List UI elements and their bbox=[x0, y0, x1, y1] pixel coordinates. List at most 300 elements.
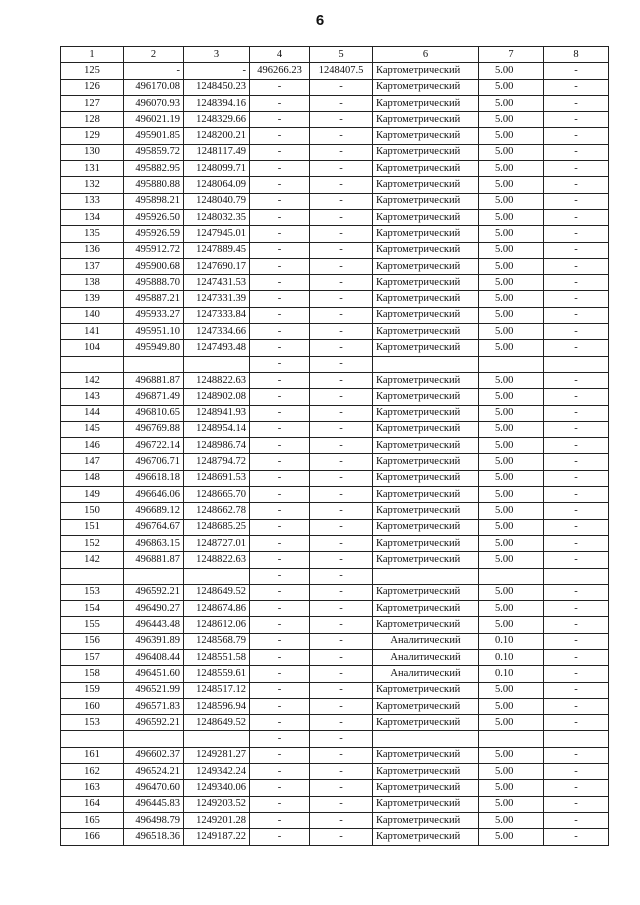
note-cell: - bbox=[544, 584, 609, 600]
table-row bbox=[61, 275, 609, 291]
x-coordinate-prev-cell: - bbox=[250, 258, 310, 274]
method-cell: Картометрический bbox=[373, 405, 479, 421]
point-number-cell: 134 bbox=[61, 209, 124, 225]
note-cell: - bbox=[544, 780, 609, 796]
method-cell: Картометрический bbox=[373, 682, 479, 698]
accuracy-cell bbox=[479, 568, 544, 584]
x-coordinate-prev-cell: - bbox=[250, 470, 310, 486]
y-coordinate-cell: 1248450.23 bbox=[184, 79, 250, 95]
point-number-cell bbox=[61, 568, 124, 584]
x-coordinate-prev-cell: - bbox=[250, 715, 310, 731]
y-coordinate-cell: 1247690.17 bbox=[184, 258, 250, 274]
y-coordinate-prev-cell: - bbox=[310, 568, 373, 584]
point-number-cell: 157 bbox=[61, 649, 124, 665]
x-coordinate-prev-cell: - bbox=[250, 812, 310, 828]
point-number-cell: 145 bbox=[61, 421, 124, 437]
y-coordinate-cell: 1248691.53 bbox=[184, 470, 250, 486]
table-row bbox=[61, 682, 609, 698]
table-row bbox=[61, 829, 609, 845]
x-coordinate-cell: 495933.27 bbox=[124, 307, 184, 323]
note-cell: - bbox=[544, 764, 609, 780]
y-coordinate-prev-cell: - bbox=[310, 356, 373, 372]
note-cell bbox=[544, 731, 609, 747]
y-coordinate-cell: 1248394.16 bbox=[184, 95, 250, 111]
y-coordinate-prev-cell: - bbox=[310, 421, 373, 437]
note-cell: - bbox=[544, 812, 609, 828]
y-coordinate-cell: 1248200.21 bbox=[184, 128, 250, 144]
table-row bbox=[61, 747, 609, 763]
method-cell: Картометрический bbox=[373, 584, 479, 600]
x-coordinate-prev-cell: - bbox=[250, 601, 310, 617]
x-coordinate-prev-cell: - bbox=[250, 682, 310, 698]
y-coordinate-cell: 1248612.06 bbox=[184, 617, 250, 633]
x-coordinate-cell: 496443.48 bbox=[124, 617, 184, 633]
accuracy-cell: 5.00 bbox=[479, 535, 544, 551]
note-cell: - bbox=[544, 601, 609, 617]
accuracy-cell: 5.00 bbox=[479, 209, 544, 225]
x-coordinate-cell: 495926.50 bbox=[124, 209, 184, 225]
point-number-cell: 162 bbox=[61, 764, 124, 780]
method-cell: Картометрический bbox=[373, 698, 479, 714]
y-coordinate-prev-cell: - bbox=[310, 177, 373, 193]
y-coordinate-cell: 1248662.78 bbox=[184, 503, 250, 519]
accuracy-cell: 5.00 bbox=[479, 552, 544, 568]
point-number-cell: 159 bbox=[61, 682, 124, 698]
header-cell: 4 bbox=[250, 47, 310, 63]
x-coordinate-cell: 496706.71 bbox=[124, 454, 184, 470]
accuracy-cell: 0.10 bbox=[479, 633, 544, 649]
note-cell: - bbox=[544, 275, 609, 291]
point-number-cell bbox=[61, 356, 124, 372]
note-cell: - bbox=[544, 470, 609, 486]
point-number-cell: 142 bbox=[61, 552, 124, 568]
method-cell: Картометрический bbox=[373, 487, 479, 503]
y-coordinate-cell: 1248649.52 bbox=[184, 715, 250, 731]
x-coordinate-cell: 495898.21 bbox=[124, 193, 184, 209]
note-cell: - bbox=[544, 682, 609, 698]
y-coordinate-prev-cell: - bbox=[310, 764, 373, 780]
x-coordinate-cell: 495859.72 bbox=[124, 144, 184, 160]
point-number-cell: 142 bbox=[61, 372, 124, 388]
y-coordinate-prev-cell: 1248407.5 bbox=[310, 63, 373, 79]
point-number-cell: 127 bbox=[61, 95, 124, 111]
x-coordinate-cell: 496451.60 bbox=[124, 666, 184, 682]
table-row bbox=[61, 715, 609, 731]
method-cell: Картометрический bbox=[373, 291, 479, 307]
x-coordinate-cell: 495880.88 bbox=[124, 177, 184, 193]
point-number-cell: 166 bbox=[61, 829, 124, 845]
accuracy-cell: 5.00 bbox=[479, 389, 544, 405]
note-cell: - bbox=[544, 79, 609, 95]
x-coordinate-prev-cell: - bbox=[250, 747, 310, 763]
y-coordinate-prev-cell: - bbox=[310, 95, 373, 111]
note-cell: - bbox=[544, 649, 609, 665]
accuracy-cell: 5.00 bbox=[479, 275, 544, 291]
note-cell: - bbox=[544, 617, 609, 633]
accuracy-cell: 5.00 bbox=[479, 421, 544, 437]
y-coordinate-prev-cell: - bbox=[310, 438, 373, 454]
note-cell: - bbox=[544, 454, 609, 470]
method-cell: Картометрический bbox=[373, 780, 479, 796]
y-coordinate-cell bbox=[184, 731, 250, 747]
y-coordinate-cell: 1248941.93 bbox=[184, 405, 250, 421]
y-coordinate-prev-cell: - bbox=[310, 307, 373, 323]
table-row bbox=[61, 389, 609, 405]
x-coordinate-cell: 496070.93 bbox=[124, 95, 184, 111]
method-cell: Аналитический bbox=[373, 633, 479, 649]
method-cell: Аналитический bbox=[373, 666, 479, 682]
method-cell: Картометрический bbox=[373, 95, 479, 111]
y-coordinate-prev-cell: - bbox=[310, 193, 373, 209]
accuracy-cell: 5.00 bbox=[479, 796, 544, 812]
y-coordinate-prev-cell: - bbox=[310, 666, 373, 682]
table-row bbox=[61, 63, 609, 79]
accuracy-cell: 5.00 bbox=[479, 193, 544, 209]
method-cell: Картометрический bbox=[373, 617, 479, 633]
point-number-cell: 143 bbox=[61, 389, 124, 405]
table-row bbox=[61, 666, 609, 682]
y-coordinate-prev-cell: - bbox=[310, 487, 373, 503]
x-coordinate-prev-cell: - bbox=[250, 405, 310, 421]
x-coordinate-prev-cell: - bbox=[250, 193, 310, 209]
point-number-cell: 130 bbox=[61, 144, 124, 160]
note-cell: - bbox=[544, 519, 609, 535]
accuracy-cell: 5.00 bbox=[479, 177, 544, 193]
y-coordinate-prev-cell: - bbox=[310, 389, 373, 405]
x-coordinate-prev-cell: - bbox=[250, 438, 310, 454]
x-coordinate-prev-cell: - bbox=[250, 242, 310, 258]
note-cell: - bbox=[544, 633, 609, 649]
point-number-cell: 165 bbox=[61, 812, 124, 828]
note-cell: - bbox=[544, 698, 609, 714]
method-cell: Картометрический bbox=[373, 552, 479, 568]
point-number-cell: 148 bbox=[61, 470, 124, 486]
point-number-cell: 135 bbox=[61, 226, 124, 242]
x-coordinate-cell: 496490.27 bbox=[124, 601, 184, 617]
x-coordinate-cell bbox=[124, 568, 184, 584]
x-coordinate-prev-cell: - bbox=[250, 454, 310, 470]
x-coordinate-prev-cell: - bbox=[250, 617, 310, 633]
point-number-cell: 139 bbox=[61, 291, 124, 307]
accuracy-cell: 5.00 bbox=[479, 307, 544, 323]
y-coordinate-prev-cell: - bbox=[310, 454, 373, 470]
x-coordinate-prev-cell: - bbox=[250, 291, 310, 307]
table-row bbox=[61, 812, 609, 828]
accuracy-cell: 5.00 bbox=[479, 438, 544, 454]
accuracy-cell: 5.00 bbox=[479, 226, 544, 242]
header-cell: 3 bbox=[184, 47, 250, 63]
y-coordinate-cell bbox=[184, 356, 250, 372]
y-coordinate-cell: 1247431.53 bbox=[184, 275, 250, 291]
accuracy-cell: 5.00 bbox=[479, 470, 544, 486]
table-row bbox=[61, 226, 609, 242]
y-coordinate-prev-cell: - bbox=[310, 682, 373, 698]
table-row bbox=[61, 633, 609, 649]
x-coordinate-prev-cell: - bbox=[250, 161, 310, 177]
method-cell: Картометрический bbox=[373, 193, 479, 209]
y-coordinate-prev-cell: - bbox=[310, 275, 373, 291]
accuracy-cell: 5.00 bbox=[479, 747, 544, 763]
x-coordinate-cell: 496689.12 bbox=[124, 503, 184, 519]
y-coordinate-prev-cell: - bbox=[310, 144, 373, 160]
accuracy-cell: 5.00 bbox=[479, 682, 544, 698]
point-number-cell: 125 bbox=[61, 63, 124, 79]
note-cell: - bbox=[544, 829, 609, 845]
x-coordinate-cell bbox=[124, 356, 184, 372]
method-cell: Картометрический bbox=[373, 421, 479, 437]
table-row bbox=[61, 617, 609, 633]
y-coordinate-prev-cell: - bbox=[310, 209, 373, 225]
y-coordinate-cell: 1248665.70 bbox=[184, 487, 250, 503]
y-coordinate-prev-cell: - bbox=[310, 112, 373, 128]
x-coordinate-prev-cell: - bbox=[250, 128, 310, 144]
note-cell: - bbox=[544, 128, 609, 144]
method-cell: Картометрический bbox=[373, 796, 479, 812]
y-coordinate-cell: 1249201.28 bbox=[184, 812, 250, 828]
x-coordinate-cell: 495900.68 bbox=[124, 258, 184, 274]
y-coordinate-cell: 1248551.58 bbox=[184, 649, 250, 665]
x-coordinate-cell: 496524.21 bbox=[124, 764, 184, 780]
note-cell: - bbox=[544, 487, 609, 503]
accuracy-cell: 5.00 bbox=[479, 698, 544, 714]
note-cell: - bbox=[544, 421, 609, 437]
table-row bbox=[61, 209, 609, 225]
y-coordinate-prev-cell: - bbox=[310, 503, 373, 519]
y-coordinate-prev-cell: - bbox=[310, 372, 373, 388]
method-cell: Картометрический bbox=[373, 372, 479, 388]
point-number-cell: 132 bbox=[61, 177, 124, 193]
point-number-cell: 146 bbox=[61, 438, 124, 454]
note-cell: - bbox=[544, 503, 609, 519]
method-cell: Картометрический bbox=[373, 715, 479, 731]
point-number-cell: 141 bbox=[61, 324, 124, 340]
point-number-cell bbox=[61, 731, 124, 747]
x-coordinate-prev-cell: - bbox=[250, 584, 310, 600]
accuracy-cell: 5.00 bbox=[479, 503, 544, 519]
x-coordinate-cell: 496769.88 bbox=[124, 421, 184, 437]
x-coordinate-prev-cell: - bbox=[250, 79, 310, 95]
point-number-cell: 133 bbox=[61, 193, 124, 209]
table-row bbox=[61, 112, 609, 128]
x-coordinate-cell: 495951.10 bbox=[124, 324, 184, 340]
x-coordinate-prev-cell: - bbox=[250, 666, 310, 682]
y-coordinate-prev-cell: - bbox=[310, 698, 373, 714]
table-row bbox=[61, 405, 609, 421]
point-number-cell: 158 bbox=[61, 666, 124, 682]
x-coordinate-prev-cell: - bbox=[250, 307, 310, 323]
y-coordinate-prev-cell: - bbox=[310, 470, 373, 486]
table-row bbox=[61, 487, 609, 503]
point-number-cell: 163 bbox=[61, 780, 124, 796]
accuracy-cell: 5.00 bbox=[479, 144, 544, 160]
method-cell: Картометрический bbox=[373, 389, 479, 405]
x-coordinate-cell: 496646.06 bbox=[124, 487, 184, 503]
x-coordinate-cell bbox=[124, 731, 184, 747]
note-cell: - bbox=[544, 242, 609, 258]
method-cell: Картометрический bbox=[373, 535, 479, 551]
note-cell: - bbox=[544, 209, 609, 225]
header-cell: 7 bbox=[479, 47, 544, 63]
x-coordinate-cell: 496571.83 bbox=[124, 698, 184, 714]
method-cell: Картометрический bbox=[373, 454, 479, 470]
y-coordinate-cell: 1247331.39 bbox=[184, 291, 250, 307]
x-coordinate-cell: 496518.36 bbox=[124, 829, 184, 845]
x-coordinate-cell: 495882.95 bbox=[124, 161, 184, 177]
x-coordinate-cell: 496592.21 bbox=[124, 715, 184, 731]
y-coordinate-cell: - bbox=[184, 63, 250, 79]
accuracy-cell: 5.00 bbox=[479, 79, 544, 95]
method-cell: Картометрический bbox=[373, 63, 479, 79]
x-coordinate-cell: 496170.08 bbox=[124, 79, 184, 95]
y-coordinate-prev-cell: - bbox=[310, 128, 373, 144]
note-cell: - bbox=[544, 226, 609, 242]
page-number: 6 bbox=[315, 12, 325, 29]
method-cell: Картометрический bbox=[373, 209, 479, 225]
accuracy-cell: 5.00 bbox=[479, 372, 544, 388]
x-coordinate-prev-cell: - bbox=[250, 372, 310, 388]
table-row bbox=[61, 470, 609, 486]
method-cell: Картометрический bbox=[373, 128, 479, 144]
table-row bbox=[61, 731, 609, 747]
y-coordinate-cell: 1247945.01 bbox=[184, 226, 250, 242]
y-coordinate-cell: 1248794.72 bbox=[184, 454, 250, 470]
table-row bbox=[61, 568, 609, 584]
y-coordinate-cell: 1248032.35 bbox=[184, 209, 250, 225]
point-number-cell: 153 bbox=[61, 715, 124, 731]
note-cell: - bbox=[544, 372, 609, 388]
table-row bbox=[61, 79, 609, 95]
x-coordinate-cell: 495901.85 bbox=[124, 128, 184, 144]
accuracy-cell: 5.00 bbox=[479, 601, 544, 617]
y-coordinate-prev-cell: - bbox=[310, 829, 373, 845]
method-cell: Картометрический bbox=[373, 79, 479, 95]
method-cell: Картометрический bbox=[373, 438, 479, 454]
accuracy-cell: 5.00 bbox=[479, 112, 544, 128]
x-coordinate-cell: 496498.79 bbox=[124, 812, 184, 828]
y-coordinate-cell: 1247889.45 bbox=[184, 242, 250, 258]
point-number-cell: 153 bbox=[61, 584, 124, 600]
y-coordinate-prev-cell: - bbox=[310, 780, 373, 796]
note-cell: - bbox=[544, 144, 609, 160]
x-coordinate-cell: 496391.89 bbox=[124, 633, 184, 649]
x-coordinate-cell: 495926.59 bbox=[124, 226, 184, 242]
table-row bbox=[61, 242, 609, 258]
y-coordinate-cell: 1248727.01 bbox=[184, 535, 250, 551]
table-row bbox=[61, 356, 609, 372]
point-number-cell: 150 bbox=[61, 503, 124, 519]
note-cell: - bbox=[544, 340, 609, 356]
x-coordinate-prev-cell: - bbox=[250, 177, 310, 193]
point-number-cell: 144 bbox=[61, 405, 124, 421]
y-coordinate-prev-cell: - bbox=[310, 812, 373, 828]
x-coordinate-prev-cell: - bbox=[250, 340, 310, 356]
table-row bbox=[61, 698, 609, 714]
table-row bbox=[61, 258, 609, 274]
note-cell: - bbox=[544, 666, 609, 682]
x-coordinate-prev-cell: - bbox=[250, 731, 310, 747]
accuracy-cell: 0.10 bbox=[479, 649, 544, 665]
note-cell bbox=[544, 568, 609, 584]
y-coordinate-prev-cell: - bbox=[310, 617, 373, 633]
table-row bbox=[61, 340, 609, 356]
method-cell: Картометрический bbox=[373, 747, 479, 763]
table-row bbox=[61, 372, 609, 388]
note-cell: - bbox=[544, 63, 609, 79]
x-coordinate-prev-cell: - bbox=[250, 796, 310, 812]
y-coordinate-cell: 1248117.49 bbox=[184, 144, 250, 160]
point-number-cell: 129 bbox=[61, 128, 124, 144]
note-cell: - bbox=[544, 552, 609, 568]
method-cell: Картометрический bbox=[373, 307, 479, 323]
x-coordinate-prev-cell: - bbox=[250, 552, 310, 568]
point-number-cell: 131 bbox=[61, 161, 124, 177]
accuracy-cell: 5.00 bbox=[479, 454, 544, 470]
method-cell: Картометрический bbox=[373, 226, 479, 242]
point-number-cell: 138 bbox=[61, 275, 124, 291]
accuracy-cell: 0.10 bbox=[479, 666, 544, 682]
method-cell: Картометрический bbox=[373, 812, 479, 828]
table-row bbox=[61, 503, 609, 519]
x-coordinate-prev-cell: 496266.23 bbox=[250, 63, 310, 79]
y-coordinate-prev-cell: - bbox=[310, 715, 373, 731]
x-coordinate-prev-cell: - bbox=[250, 649, 310, 665]
method-cell bbox=[373, 568, 479, 584]
header-cell: 8 bbox=[544, 47, 609, 63]
y-coordinate-cell: 1248822.63 bbox=[184, 552, 250, 568]
y-coordinate-cell: 1248517.12 bbox=[184, 682, 250, 698]
x-coordinate-prev-cell: - bbox=[250, 698, 310, 714]
y-coordinate-cell: 1249281.27 bbox=[184, 747, 250, 763]
note-cell: - bbox=[544, 307, 609, 323]
header-cell: 1 bbox=[61, 47, 124, 63]
method-cell: Аналитический bbox=[373, 649, 479, 665]
coordinates-table bbox=[60, 46, 609, 846]
table-row bbox=[61, 128, 609, 144]
x-coordinate-prev-cell: - bbox=[250, 356, 310, 372]
table-row bbox=[61, 796, 609, 812]
y-coordinate-cell: 1247334.66 bbox=[184, 324, 250, 340]
x-coordinate-cell: 495912.72 bbox=[124, 242, 184, 258]
header-cell: 2 bbox=[124, 47, 184, 63]
method-cell: Картометрический bbox=[373, 764, 479, 780]
accuracy-cell: 5.00 bbox=[479, 291, 544, 307]
x-coordinate-cell: 496408.44 bbox=[124, 649, 184, 665]
point-number-cell: 155 bbox=[61, 617, 124, 633]
table-row bbox=[61, 535, 609, 551]
table-row bbox=[61, 307, 609, 323]
accuracy-cell: 5.00 bbox=[479, 812, 544, 828]
x-coordinate-cell: 496881.87 bbox=[124, 372, 184, 388]
accuracy-cell: 5.00 bbox=[479, 63, 544, 79]
accuracy-cell: 5.00 bbox=[479, 487, 544, 503]
y-coordinate-cell: 1248064.09 bbox=[184, 177, 250, 193]
table-row bbox=[61, 324, 609, 340]
note-cell: - bbox=[544, 258, 609, 274]
table-row bbox=[61, 519, 609, 535]
note-cell: - bbox=[544, 747, 609, 763]
table-row bbox=[61, 552, 609, 568]
point-number-cell: 147 bbox=[61, 454, 124, 470]
x-coordinate-cell: 495887.21 bbox=[124, 291, 184, 307]
x-coordinate-prev-cell: - bbox=[250, 95, 310, 111]
y-coordinate-prev-cell: - bbox=[310, 535, 373, 551]
header-cell: 5 bbox=[310, 47, 373, 63]
y-coordinate-cell: 1248649.52 bbox=[184, 584, 250, 600]
y-coordinate-cell: 1248674.86 bbox=[184, 601, 250, 617]
table-row bbox=[61, 177, 609, 193]
note-cell: - bbox=[544, 177, 609, 193]
accuracy-cell: 5.00 bbox=[479, 324, 544, 340]
